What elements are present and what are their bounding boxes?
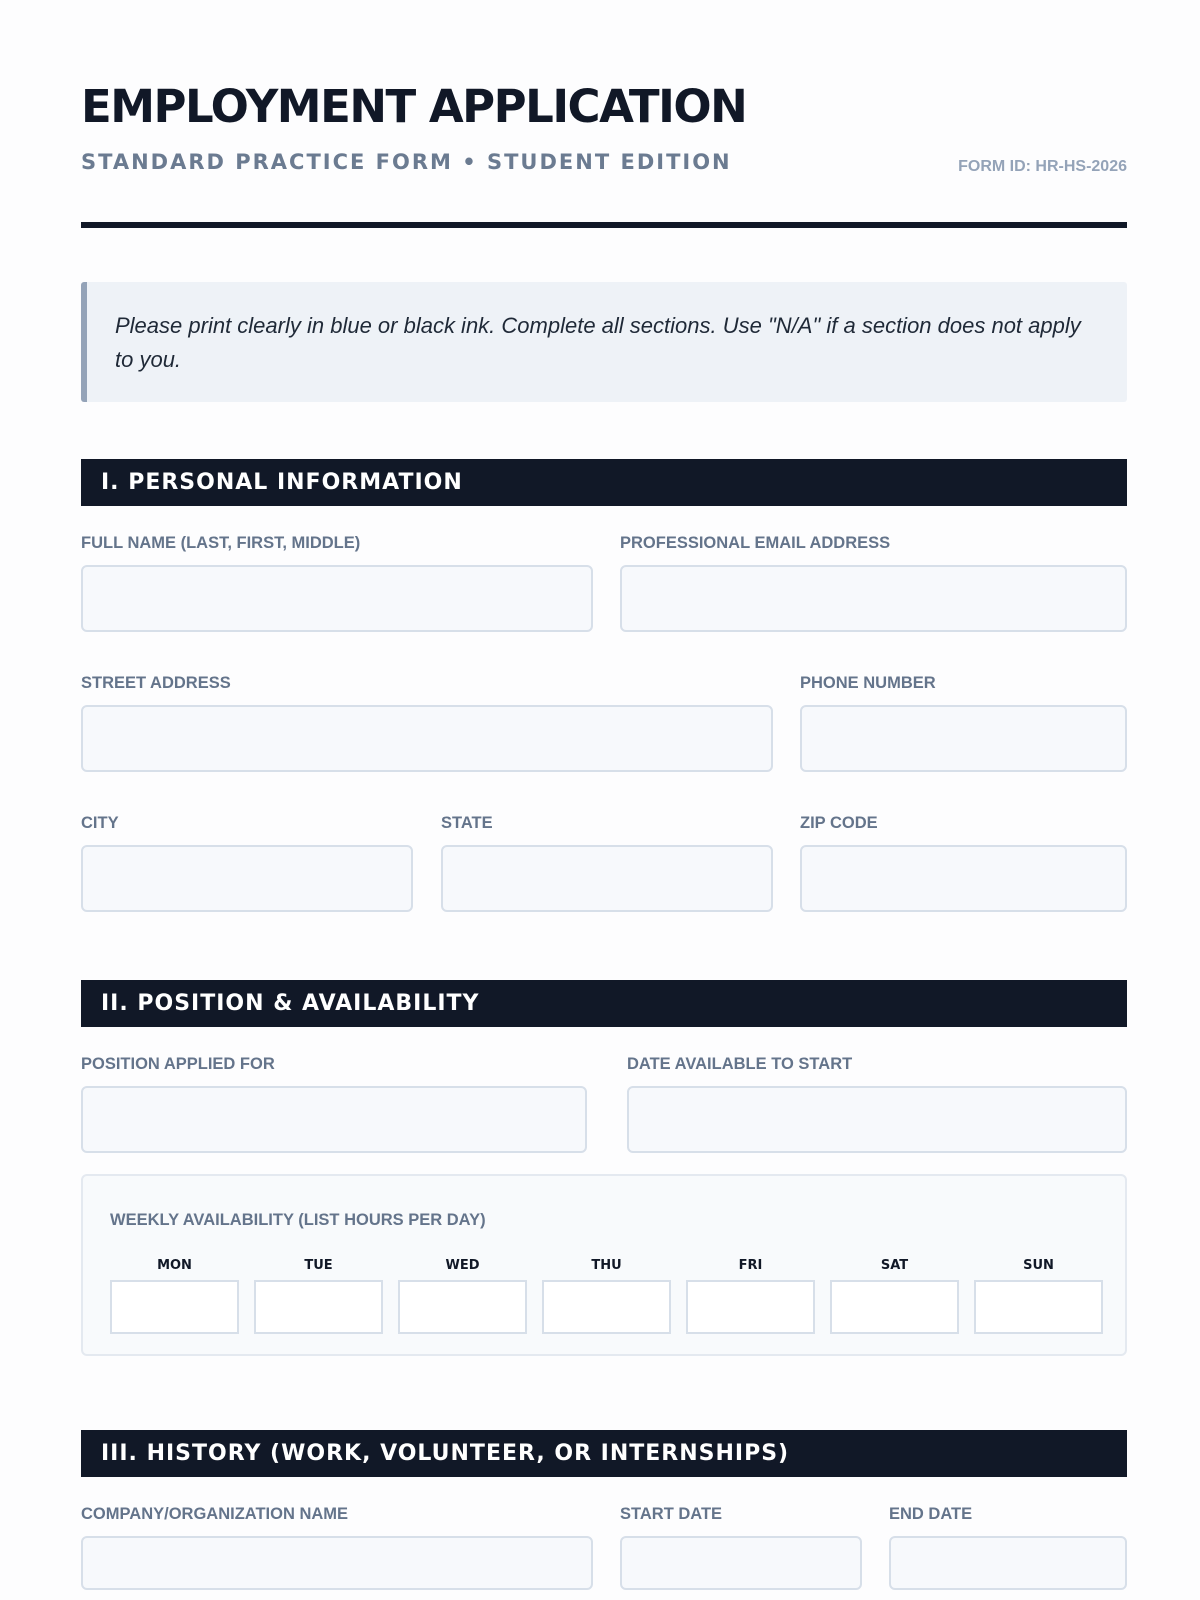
email-input[interactable] [620, 565, 1127, 632]
day-input-wed[interactable] [398, 1280, 527, 1334]
day-input-fri[interactable] [686, 1280, 815, 1334]
company-name-label: COMPANY/ORGANIZATION NAME [81, 1505, 349, 1523]
end-date-input[interactable] [889, 1536, 1127, 1590]
day-label-tue: TUE [304, 1258, 333, 1273]
zip-input[interactable] [800, 845, 1127, 912]
state-input[interactable] [441, 845, 773, 912]
full-name-label: FULL NAME (LAST, FIRST, MIDDLE) [81, 534, 361, 552]
day-label-sun: SUN [1023, 1258, 1054, 1273]
start-date-label: START DATE [620, 1505, 723, 1523]
section-heading-history: III. HISTORY (WORK, VOLUNTEER, OR INTERNSHIPS) [81, 1430, 1127, 1477]
day-label-mon: MON [157, 1258, 192, 1273]
day-input-mon[interactable] [110, 1280, 239, 1334]
end-date-label: END DATE [889, 1505, 973, 1523]
date-available-label: DATE AVAILABLE TO START [627, 1055, 853, 1073]
phone-input[interactable] [800, 705, 1127, 772]
day-input-thu[interactable] [542, 1280, 671, 1334]
email-label: PROFESSIONAL EMAIL ADDRESS [620, 534, 891, 552]
state-label: STATE [441, 814, 493, 832]
company-name-input[interactable] [81, 1536, 593, 1590]
section-heading-position: II. POSITION & AVAILABILITY [81, 980, 1127, 1027]
page-title: EMPLOYMENT APPLICATION [81, 80, 747, 133]
city-label: CITY [81, 814, 119, 832]
page-subtitle: STANDARD PRACTICE FORM • STUDENT EDITION [81, 150, 732, 174]
street-address-label: STREET ADDRESS [81, 674, 231, 692]
weekly-availability-label: WEEKLY AVAILABILITY (LIST HOURS PER DAY) [110, 1211, 486, 1229]
instructions-notice: Please print clearly in blue or black ink. Complete all sections. Use "N/A" if a section does not apply to you. [81, 282, 1127, 402]
position-applied-label: POSITION APPLIED FOR [81, 1055, 275, 1073]
section-heading-personal: I. PERSONAL INFORMATION [81, 459, 1127, 506]
phone-label: PHONE NUMBER [800, 674, 936, 692]
city-input[interactable] [81, 845, 413, 912]
header-divider [81, 222, 1127, 228]
day-label-thu: THU [591, 1258, 622, 1273]
weekly-availability-panel [81, 1174, 1127, 1356]
date-available-input[interactable] [627, 1086, 1127, 1153]
position-applied-input[interactable] [81, 1086, 587, 1153]
full-name-input[interactable] [81, 565, 593, 632]
street-address-input[interactable] [81, 705, 773, 772]
start-date-input[interactable] [620, 1536, 862, 1590]
day-label-fri: FRI [738, 1258, 763, 1273]
day-label-wed: WED [445, 1258, 480, 1273]
zip-label: ZIP CODE [800, 814, 878, 832]
day-label-sat: SAT [880, 1258, 909, 1273]
day-input-sun[interactable] [974, 1280, 1103, 1334]
day-input-tue[interactable] [254, 1280, 383, 1334]
day-input-sat[interactable] [830, 1280, 959, 1334]
form-id: FORM ID: HR-HS-2026 [958, 158, 1127, 175]
